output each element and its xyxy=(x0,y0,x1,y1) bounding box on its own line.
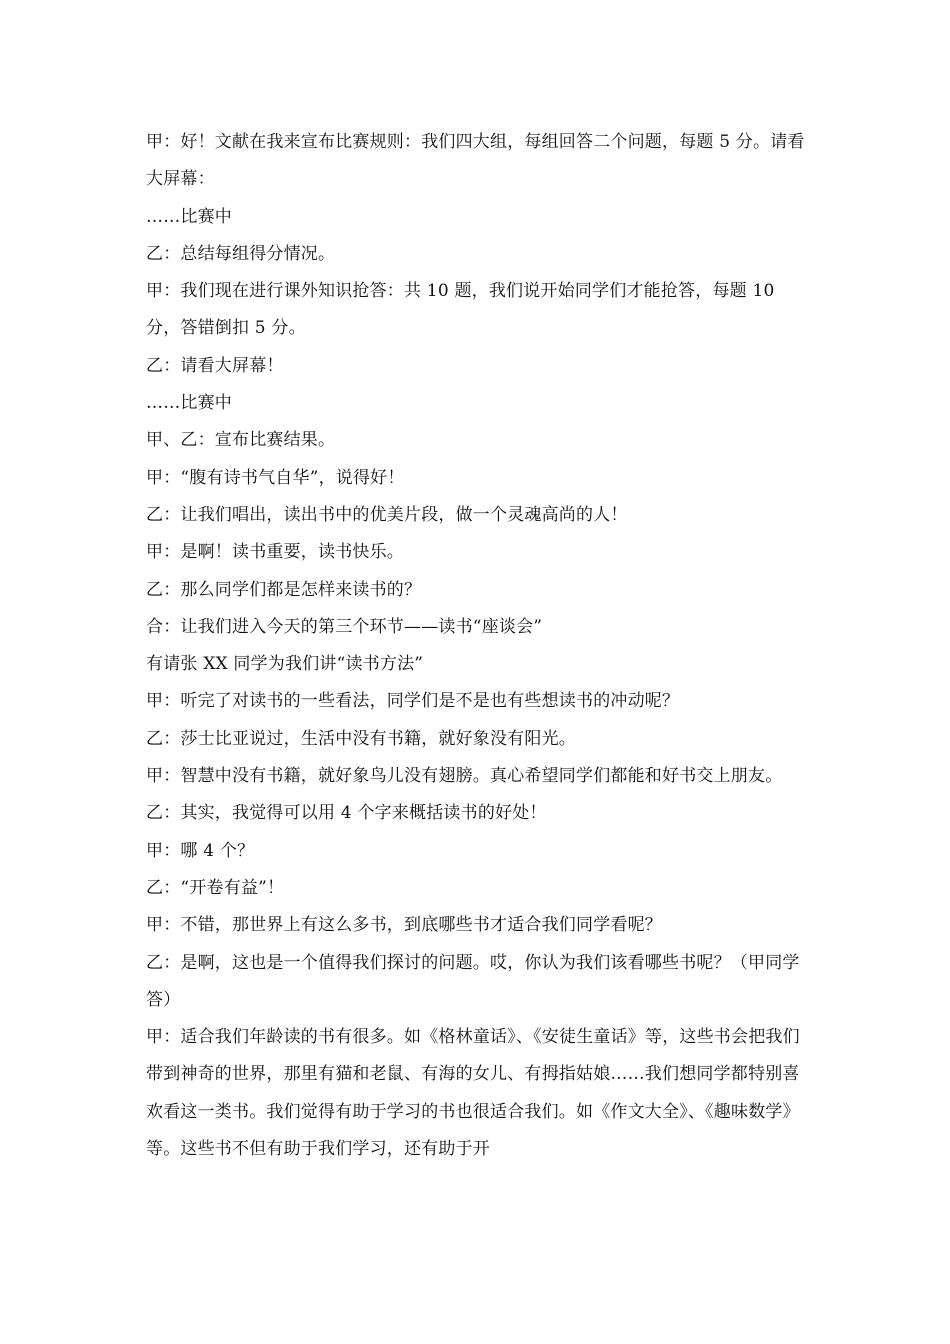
paragraph: 甲：是啊！读书重要，读书快乐。 xyxy=(146,542,404,563)
paragraph: 乙：让我们唱出，读出书中的优美片段，做一个灵魂高尚的人！ xyxy=(146,504,628,525)
paragraph: 甲：不错，那世界上有这么多书，到底哪些书才适合我们同学看呢？ xyxy=(146,915,662,936)
paragraph: ……比赛中 xyxy=(146,206,232,227)
paragraph: 甲：智慧中没有书籍，就好象鸟儿没有翅膀。真心希望同学们都能和好书交上朋友。 xyxy=(146,766,783,787)
paragraph: 乙：其实，我觉得可以用 4 个字来概括读书的好处！ xyxy=(146,803,547,824)
paragraph: 甲：好！文献在我来宣布比赛规则：我们四大组，每组回答二个问题，每题 5 分。请看大屏幕： xyxy=(146,132,805,190)
paragraph: 乙：莎士比亚说过，生活中没有书籍，就好象没有阳光。 xyxy=(146,728,576,749)
paragraph: 合：让我们进入今天的第三个环节——读书“座谈会” xyxy=(146,616,543,637)
paragraph: 甲：我们现在进行课外知识抢答：共 10 题，我们说开始同学们才能抢答，每题 10 分，答错倒扣 5 分。 xyxy=(146,281,775,339)
paragraph: 甲：听完了对读书的一些看法，同学们是不是也有些想读书的冲动呢？ xyxy=(146,691,680,712)
paragraph: 甲、乙：宣布比赛结果。 xyxy=(146,430,336,451)
paragraph: 有请张 XX 同学为我们讲“读书方法” xyxy=(146,654,424,675)
paragraph: 乙：总结每组得分情况。 xyxy=(146,243,336,264)
paragraph: 乙：那么同学们都是怎样来读书的？ xyxy=(146,579,422,600)
paragraph: ……比赛中 xyxy=(146,393,232,414)
paragraph: 乙：请看大屏幕！ xyxy=(146,355,284,376)
document-body xyxy=(146,124,814,1168)
paragraph: 甲：哪 4 个？ xyxy=(146,840,255,861)
paragraph: 甲：适合我们年龄读的书有很多。如《格林童话》、《安徒生童话》等，这些书会把我们带到神奇的世界，那里有猫和老鼠、有海的女儿、有拇指姑娘……我们想同学都特别喜欢看这一类书。我们觉得有助于学习的书也很适合我们。如《作文大全》、《趣味数学》等。这些书不但有助于我们学习，还有助于开 xyxy=(146,1027,800,1160)
paragraph: 乙：“开卷有益”！ xyxy=(146,877,285,898)
paragraph: 乙：是啊，这也是一个值得我们探讨的问题。哎，你认为我们该看哪些书呢？（甲同学答） xyxy=(146,952,800,1010)
paragraph: 甲：“腹有诗书气自华”，说得好！ xyxy=(146,467,405,488)
